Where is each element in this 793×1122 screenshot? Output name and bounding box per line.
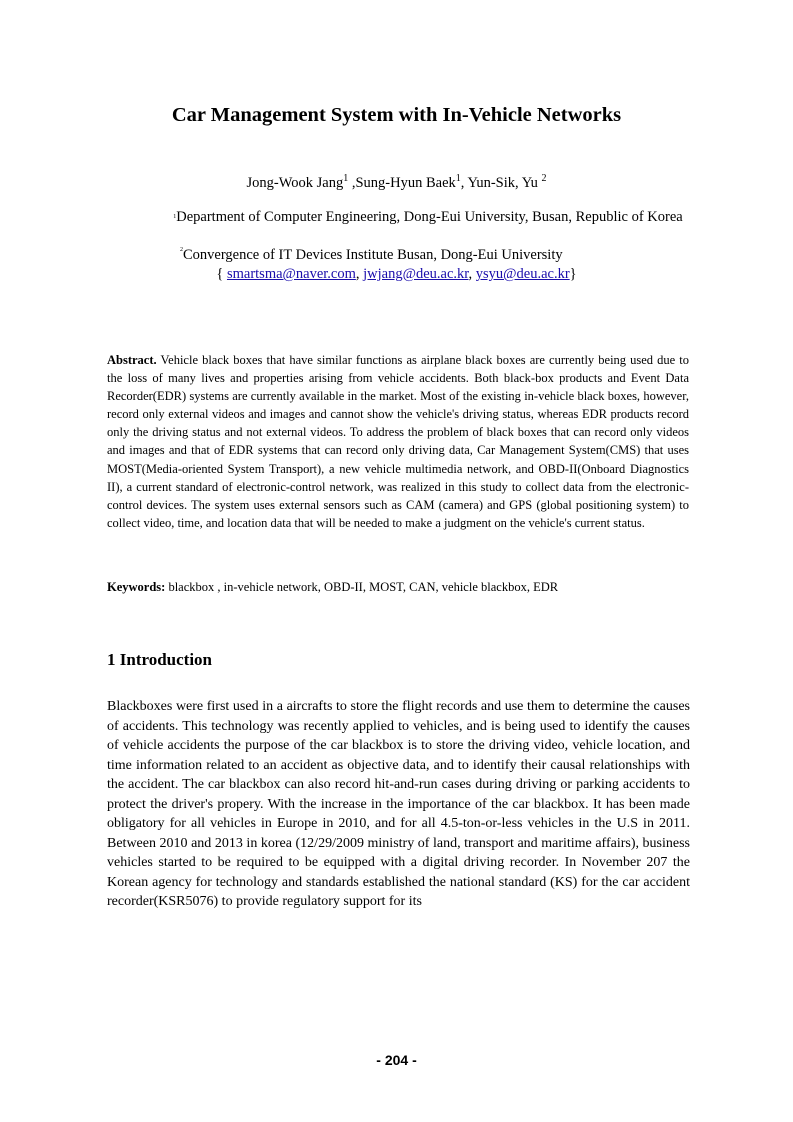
- affiliation-mark: 1: [173, 214, 177, 220]
- email-brace-close: }: [569, 266, 577, 282]
- author-affiliation-mark: 1: [455, 173, 461, 184]
- section-heading-introduction: 1 Introduction: [107, 650, 213, 669]
- email-link[interactable]: jwjang@deu.ac.kr: [363, 266, 469, 282]
- email-link[interactable]: smartsma@naver.com: [226, 266, 356, 282]
- author-affiliation-mark: 1: [343, 173, 349, 184]
- author-name: ,Sung-Hyun Baek: [348, 174, 456, 191]
- author-affiliation-mark: 2: [541, 173, 547, 184]
- email-brace-open: {: [216, 266, 227, 282]
- author-name: Jong-Wook Jang: [246, 174, 344, 191]
- abstract-text: Vehicle black boxes that have similar functions as airplane black boxes are currently being used due to the loss of many lives and properties arising from vehicle accidents. Both black-box products and Event Data Recorder(EDR) systems are currently available in the market. Most of the existing in-vehicle black boxes, however, record only external videos and images and cannot show the vehicle's driving status, whereas EDR products record only the driving status and not external videos. To address the problem of black boxes that can record only videos and images and that of EDR systems that can record only driving data, Car Management System(CMS) that uses MOST(Media-oriented System Transport), a new vehicle multimedia network, and OBD-II(Onboard Diagnostics II), a current standard of electronic-control network, was realized in this study to collect data from the electronic-control devices. The system uses external sensors such as CAM (camera) and GPS (global positioning system) to collect video, time, and location data that will be needed to make a judgment on the vehicle's current status.: [107, 353, 689, 530]
- page-number: - 204 -: [376, 1052, 417, 1068]
- affiliation-mark: 2: [180, 247, 183, 253]
- affiliation-2: [180, 247, 563, 264]
- email-separator: ,: [355, 266, 364, 282]
- abstract: [107, 351, 689, 532]
- keywords-text: blackbox , in-vehicle network, OBD-II, MOST, CAN, vehicle blackbox, EDR: [165, 580, 559, 594]
- keywords-label: Keywords:: [107, 580, 166, 594]
- affiliation-text: Convergence of IT Devices Institute Busan, Dong-Eui University: [183, 247, 563, 263]
- paper-title: Car Management System with In-Vehicle Networks: [171, 104, 622, 126]
- affiliation-1: [163, 208, 693, 226]
- abstract-label: Abstract.: [107, 353, 157, 367]
- author-list: [0, 173, 793, 192]
- introduction-paragraph: Blackboxes were first used in a aircrafts to store the flight records and use them to determine the causes of accidents. This technology was recently applied to vehicles, and is being used to identify the causes of vehicle accidents the purpose of the car blackbox is to store the driving video, vehicle location, and time information related to an accident as objective data, and to identify their causal relationships with the accident. The car blackbox can also record hit-and-run cases during driving or parking accidents to protect the driver's propery. With the increase in the importance of the car blackbox. It has been made obligatory for all vehicles in Europe in 2010, and for all 4.5-ton-or-less vehicles in the U.S in 2011. Between 2010 and 2013 in korea (12/29/2009 ministry of land, transport and maritime affairs), business vehicles started to be required to be equipped with a digital driving recorder. In November 207 the Korean agency for technology and standards established the national standard (KS) for the car accident recorder(KSR5076) to provide regulatory support for its: [107, 699, 690, 909]
- keywords: [107, 580, 689, 595]
- author-name: , Yun-Sik, Yu: [460, 174, 542, 191]
- email-link[interactable]: ysyu@deu.ac.kr: [475, 266, 570, 282]
- affiliation-text: Department of Computer Engineering, Dong-Eui University, Busan, Republic of Korea: [176, 209, 683, 225]
- email-separator: ,: [468, 266, 476, 282]
- email-list: [0, 266, 793, 283]
